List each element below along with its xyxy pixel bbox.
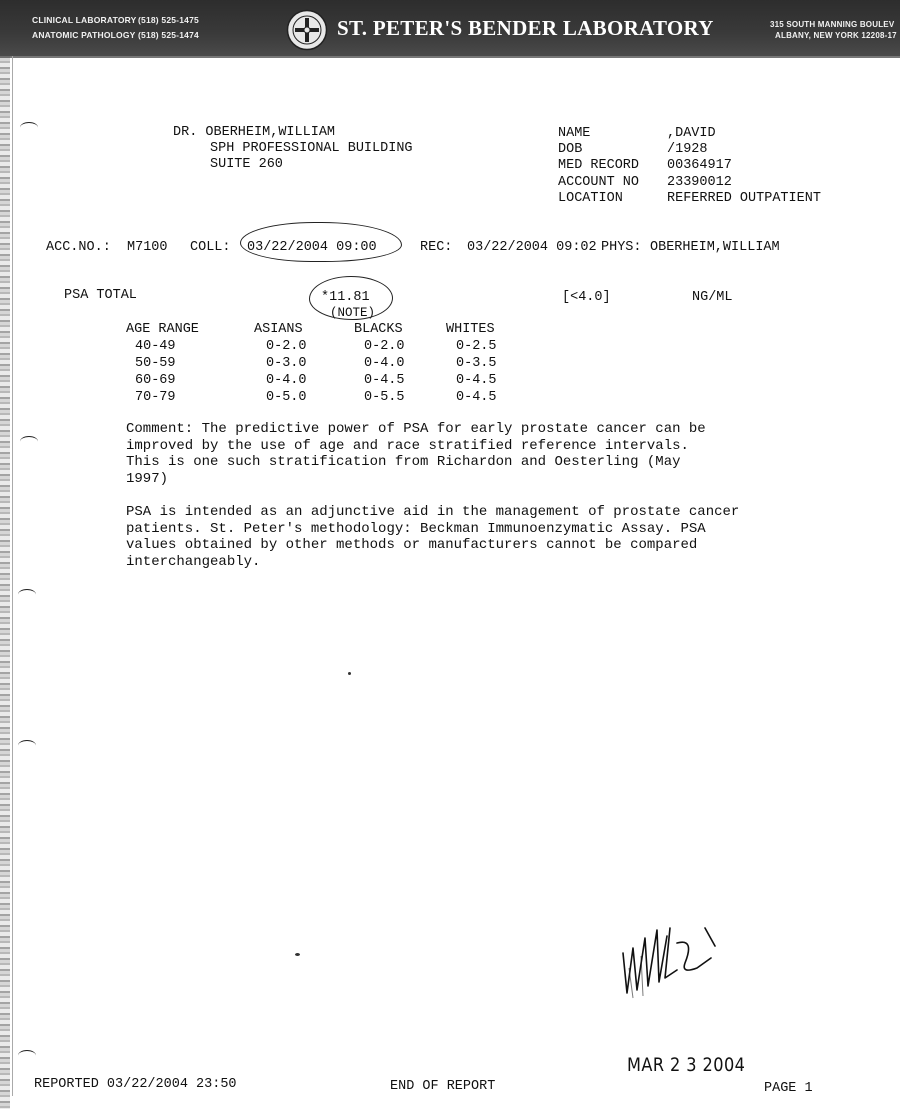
phys-value: OBERHEIM,WILLIAM — [650, 240, 780, 255]
table-cell: 50-59 — [135, 356, 176, 371]
scan-speck — [348, 672, 351, 675]
scan-speck — [295, 953, 300, 956]
reference-ranges-table — [126, 321, 526, 406]
punch-mark — [18, 589, 36, 600]
page-number: PAGE 1 — [764, 1081, 813, 1096]
phys-label: PHYS: — [601, 240, 642, 255]
clinical-lab-label: CLINICAL LABORATORY — [32, 15, 137, 25]
punch-mark — [18, 1050, 36, 1061]
rec-label: REC: — [420, 240, 453, 255]
anatomic-pathology-label: ANATOMIC PATHOLOGY — [32, 30, 136, 40]
test-reference-range: [<4.0] — [562, 290, 611, 305]
coll-label: COLL: — [190, 240, 231, 255]
table-cell: 0-2.0 — [364, 339, 405, 354]
reported-timestamp: REPORTED 03/22/2004 23:50 — [34, 1077, 237, 1092]
test-units: NG/ML — [692, 290, 733, 305]
table-header-row — [126, 321, 526, 338]
test-name: PSA TOTAL — [64, 288, 137, 303]
patient-dob-label: DOB — [558, 142, 583, 157]
patient-dob-value: /1928 — [667, 142, 708, 157]
acc-no-value: M7100 — [127, 240, 168, 255]
letterhead-banner — [0, 0, 900, 58]
end-of-report: END OF REPORT — [390, 1079, 496, 1094]
scan-edge — [0, 56, 10, 1109]
punch-mark — [20, 436, 38, 447]
lab-name: ST. PETER'S BENDER LABORATORY — [337, 16, 714, 40]
clinical-lab-phone: (518) 525-1475 — [138, 15, 199, 25]
column-header: BLACKS — [354, 322, 403, 337]
table-row — [126, 355, 526, 372]
table-cell: 0-2.5 — [456, 339, 497, 354]
patient-name-value: ,DAVID — [667, 126, 716, 141]
physician-initials-signature — [615, 908, 730, 1003]
scan-edge-line — [12, 56, 13, 1096]
column-header: ASIANS — [254, 322, 303, 337]
coll-datetime: 03/22/2004 09:00 — [247, 240, 377, 255]
table-cell: 40-49 — [135, 339, 176, 354]
table-row — [126, 338, 526, 355]
med-record-label: MED RECORD — [558, 158, 640, 173]
punch-mark — [20, 122, 38, 133]
methodology-paragraph: PSA is intended as an adjunctive aid in the management of prostate cancer patients. St. Peter's methodology: Beckman Immunoenzymatic Assay. PSA values obtained by other methods or manufacturers cannot be compared interchangeably. — [126, 504, 740, 570]
table-cell: 0-2.0 — [266, 339, 307, 354]
address-line-2: ALBANY, NEW YORK 12208-17 — [775, 31, 897, 40]
location-value: REFERRED OUTPATIENT — [667, 191, 821, 206]
patient-name-label: NAME — [558, 126, 591, 141]
received-date-stamp: MAR 2 3 2004 — [627, 1054, 746, 1076]
physician-suite: SUITE 260 — [210, 157, 283, 172]
med-record-value: 00364917 — [667, 158, 732, 173]
table-cell: 0-4.0 — [266, 373, 307, 388]
table-cell: 0-4.5 — [456, 373, 497, 388]
anatomic-pathology-phone: (518) 525-1474 — [138, 30, 199, 40]
column-header: WHITES — [446, 322, 495, 337]
table-row — [126, 372, 526, 389]
punch-mark — [18, 740, 36, 751]
table-cell: 0-3.5 — [456, 356, 497, 371]
acc-no-label: ACC.NO.: — [46, 240, 111, 255]
table-cell: 70-79 — [135, 390, 176, 405]
account-no-value: 23390012 — [667, 175, 732, 190]
address-line-1: 315 SOUTH MANNING BOULEV — [770, 20, 895, 29]
table-cell: 0-5.0 — [266, 390, 307, 405]
handwritten-circle-collection — [240, 222, 402, 262]
location-label: LOCATION — [558, 191, 623, 206]
handwritten-circle-result — [309, 276, 393, 320]
table-cell: 0-4.5 — [364, 373, 405, 388]
account-no-label: ACCOUNT NO — [558, 175, 640, 190]
column-header: AGE RANGE — [126, 322, 199, 337]
test-note: (NOTE) — [330, 306, 376, 320]
table-row — [126, 389, 526, 406]
comment-paragraph: Comment: The predictive power of PSA for early prostate cancer can be improved by the use of age and race stratified reference intervals. This is one such stratification from Richardon and Oesterling (May 1997) — [126, 421, 706, 487]
table-cell: 0-3.0 — [266, 356, 307, 371]
rec-datetime: 03/22/2004 09:02 — [467, 240, 597, 255]
hospital-seal-icon — [286, 9, 328, 51]
physician-name: DR. OBERHEIM,WILLIAM — [173, 125, 336, 140]
physician-building: SPH PROFESSIONAL BUILDING — [210, 141, 413, 156]
table-cell: 60-69 — [135, 373, 176, 388]
table-cell: 0-4.5 — [456, 390, 497, 405]
test-value: *11.81 — [321, 290, 370, 305]
table-cell: 0-5.5 — [364, 390, 405, 405]
table-cell: 0-4.0 — [364, 356, 405, 371]
